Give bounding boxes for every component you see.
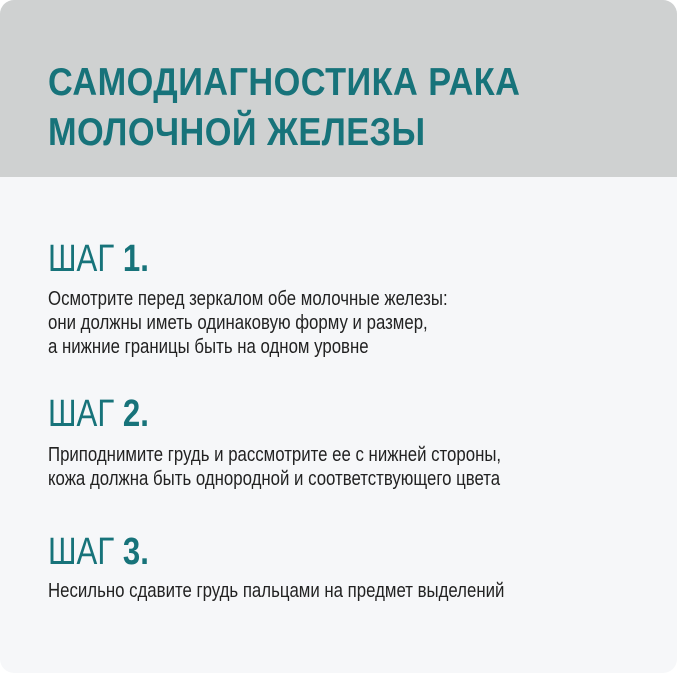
step-2-line-1: Приподнимите грудь и рассмотрите ее с нижней стороны,: [48, 444, 502, 466]
step-1-heading: [48, 238, 149, 280]
step-3-word: ШАГ: [48, 531, 115, 573]
step-1-line-3: а нижние границы быть на одном уровне: [48, 336, 369, 358]
step-2-line-2: кожа должна быть однородной и соответствующего цвета: [48, 468, 501, 490]
step-1-line-2: они должны иметь одинаковую форму и размер,: [48, 312, 428, 334]
step-1-text: [48, 287, 448, 359]
step-2-number: 2.: [122, 393, 149, 435]
step-1-number: 1.: [122, 238, 149, 280]
step-2-heading: [48, 393, 149, 435]
step-2-text: [48, 443, 501, 491]
step-3-number: 3.: [122, 531, 149, 573]
step-3-text: [48, 579, 504, 603]
step-1-word: ШАГ: [48, 238, 115, 280]
page-title: [48, 58, 520, 158]
title-line-1: САМОДИАГНОСТИКА РАКА: [48, 61, 521, 104]
step-2-word: ШАГ: [48, 393, 115, 435]
step-3-line-1: Несильно сдавите грудь пальцами на предмет выделений: [48, 580, 505, 602]
title-banner: [0, 0, 677, 177]
title-line-2: МОЛОЧНОЙ ЖЕЛЕЗЫ: [48, 111, 426, 154]
step-3-heading: [48, 531, 149, 573]
step-1-line-1: Осмотрите перед зеркалом обе молочные железы:: [48, 288, 448, 310]
